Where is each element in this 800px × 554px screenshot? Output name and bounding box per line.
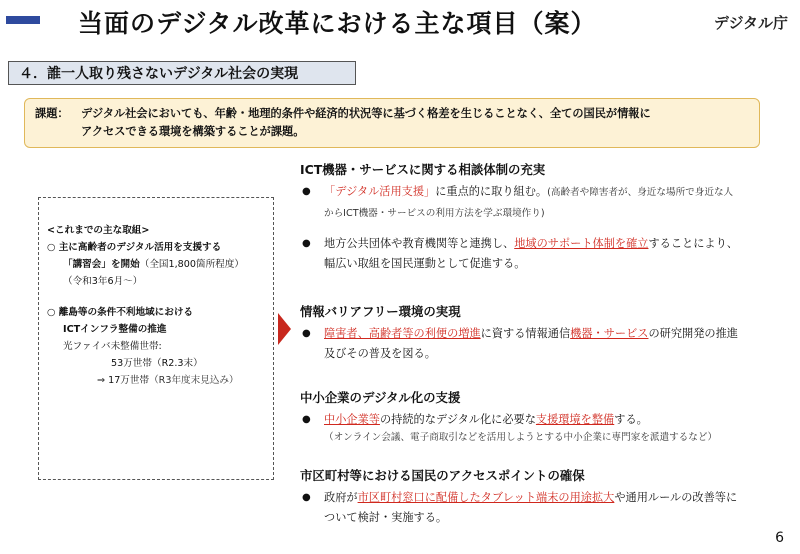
past-item-2: ○ 離島等の条件不利地域における <box>47 307 194 318</box>
bullet-icon: ● <box>302 492 311 503</box>
note-text: （オンライン会議、電子商取引などを活用しようとする中小企業に専門家を派遣するなど） <box>324 432 718 443</box>
list-item <box>300 488 790 528</box>
page-number: 6 <box>775 530 784 546</box>
highlight-text: 障害者、高齢者等の利便の増進 <box>324 327 481 340</box>
list-item <box>300 324 790 364</box>
agency-name: デジタル庁 <box>713 14 788 32</box>
past-item-2-e: ⇒ 17万世帯 <box>97 375 150 386</box>
section-heading: 市区町村等における国民のアクセスポイントの確保 <box>300 468 585 483</box>
body-text: に資する情報通信 <box>480 327 571 340</box>
accent-bar <box>6 16 40 24</box>
section-heading: 情報バリアフリー環境の実現 <box>300 304 461 319</box>
section-sme-digital <box>300 388 790 446</box>
section-heading: ICT機器・サービスに関する相談体制の充実 <box>300 162 546 177</box>
bullet-icon: ● <box>302 186 311 197</box>
body-text: の研究開発の推進 <box>648 327 738 340</box>
list-item <box>300 182 790 224</box>
past-heading: <これまでの主な取組> <box>47 225 150 236</box>
body-text: や通用ルールの改善等に <box>614 491 738 504</box>
page-title: 当面のデジタル改革における主な項目（案） <box>78 9 597 38</box>
body-text: 及びその普及を図る。 <box>324 347 436 360</box>
issue-label: 課題： <box>35 107 69 120</box>
body-text: 地方公共団体や教育機関等と連携し、 <box>324 237 515 250</box>
issue-line-1: デジタル社会においても、年齢・地理的条件や経済的状況等に基づく格差を生じることなく、全ての国民が情報に <box>81 107 651 120</box>
body-text: ついて検討・実施する。 <box>324 511 448 524</box>
body-text: 政府が <box>324 491 358 504</box>
section-access-points <box>300 466 790 528</box>
body-text: の持続的なデジタル化に必要な <box>379 413 536 426</box>
section-ict-consultation <box>300 160 790 274</box>
body-text: に重点的に取り組む。 <box>435 185 548 198</box>
section-title: ４．誰一人取り残さないデジタル社会の実現 <box>8 61 356 85</box>
section-heading: 中小企業のデジタル化の支援 <box>300 390 461 405</box>
bullet-icon: ● <box>302 414 311 425</box>
highlight-text: 市区町村窓口に配備したタブレット端末の用途拡大 <box>357 491 615 504</box>
past-item-1: ○ 主に高齢者のデジタル活用を支援する <box>47 242 222 253</box>
past-item-1-b: 「講習会」を開始 <box>63 259 140 270</box>
highlight-text: 地域のサポート体制を確立 <box>514 237 649 250</box>
body-text: することにより、 <box>648 237 738 250</box>
body-text: する。 <box>614 413 648 426</box>
small-text: からICT機器・サービスの利用方法を学ぶ環境作り) <box>324 208 545 219</box>
past-item-2-c: 光ファイバ未整備世帯: <box>63 341 162 352</box>
past-item-2-d: 53万世帯（R2.3末） <box>111 358 203 369</box>
list-item <box>300 234 790 274</box>
section-info-barrier-free <box>300 302 790 364</box>
issue-box <box>24 98 760 148</box>
issue-line-2: アクセスできる環境を構築することが課題。 <box>81 125 305 138</box>
highlight-text: 支援環境を整備 <box>535 413 615 426</box>
past-initiatives-box <box>38 197 274 480</box>
small-text: (高齢者や障害者が、身近な場所で身近な人 <box>547 187 734 198</box>
highlight-text: 「デジタル活用支援」 <box>324 185 436 198</box>
arrow-icon <box>278 313 291 345</box>
body-text: 幅広い取組を国民運動として促進する。 <box>324 257 526 270</box>
past-item-1-c: （令和3年6月～） <box>63 276 143 287</box>
highlight-text: 機器・サービス <box>570 327 649 340</box>
highlight-text: 中小企業等 <box>324 413 380 426</box>
past-item-2-e-note: （R3年度末見込み） <box>149 375 239 386</box>
list-item <box>300 410 790 430</box>
bullet-icon: ● <box>302 238 311 249</box>
bullet-icon: ● <box>302 328 311 339</box>
past-item-1-note: （全国1,800箇所程度） <box>139 259 244 270</box>
past-item-2-b: ICTインフラ整備の推進 <box>63 324 167 335</box>
